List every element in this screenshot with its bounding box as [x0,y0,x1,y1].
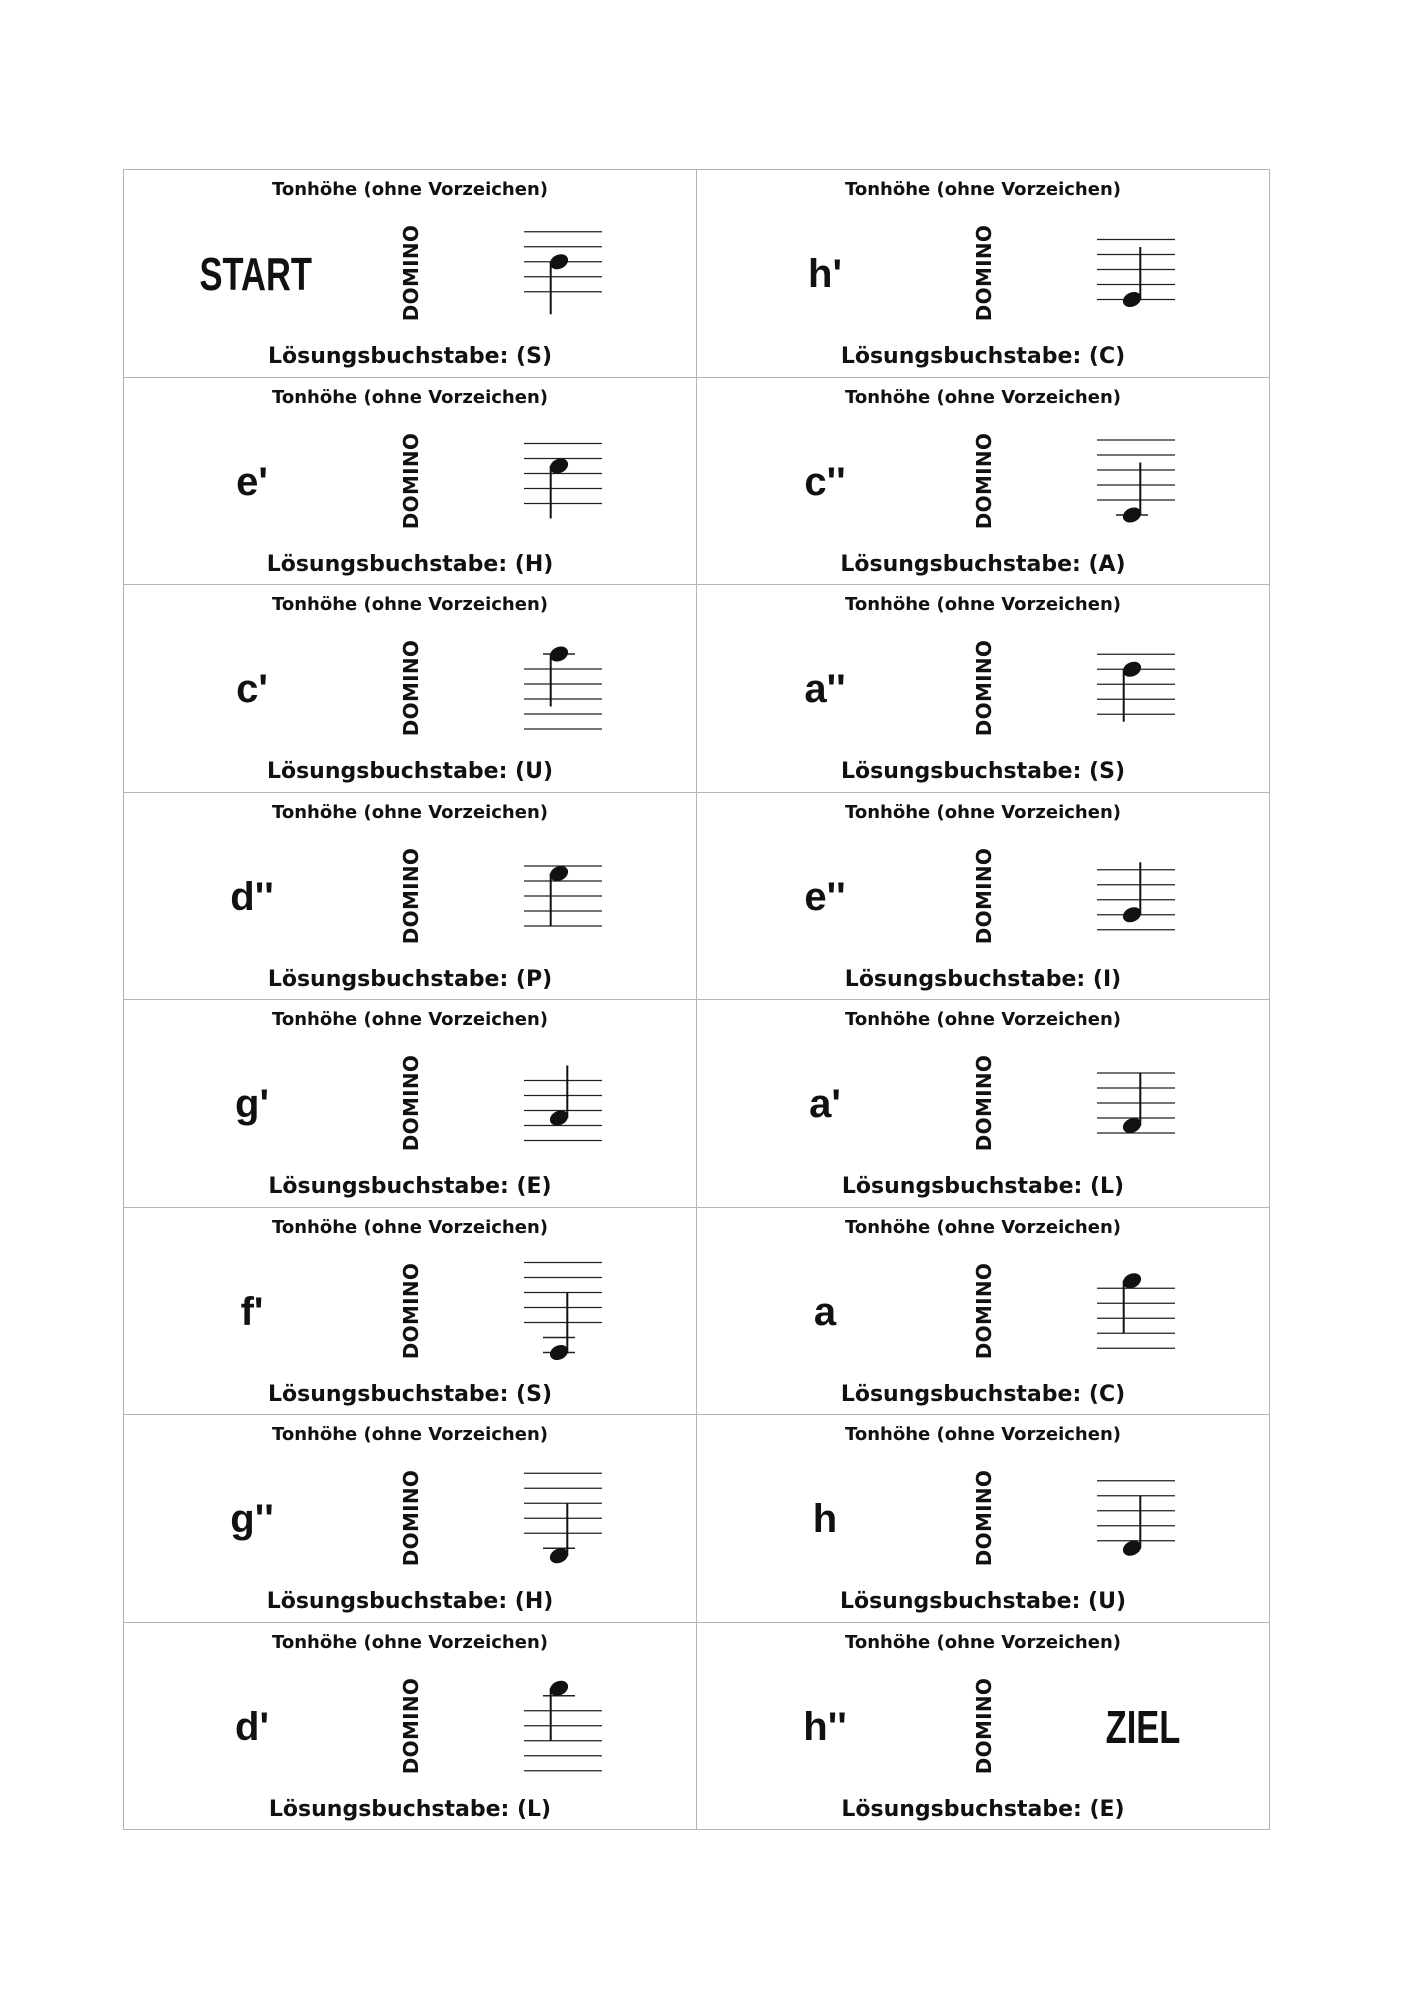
domino-card [124,1000,697,1208]
card-header: Tonhöhe (ohne Vorzeichen) [271,1216,548,1238]
card-header: Tonhöhe (ohne Vorzeichen) [271,179,548,200]
start-label: START [199,248,312,300]
domino-card [697,793,1270,1001]
domino-vertical-label: DOMINO [398,1677,423,1774]
domino-card [124,170,697,378]
card-header: Tonhöhe (ohne Vorzeichen) [271,386,548,408]
domino-vertical-label: DOMINO [398,224,423,322]
domino-card [124,1415,697,1623]
pitch-label: d' [235,1704,269,1749]
domino-vertical-label: DOMINO [971,639,996,737]
domino-vertical-label: DOMINO [971,224,996,322]
solution-letter: Lösungsbuchstabe: (P) [267,966,553,992]
domino-card [697,378,1270,586]
domino-card [697,1415,1270,1623]
domino-card-sheet [123,169,1270,1830]
card-header: Tonhöhe (ohne Vorzeichen) [271,801,548,823]
domino-vertical-label: DOMINO [971,1262,996,1359]
domino-card [124,378,697,586]
card-header: Tonhöhe (ohne Vorzeichen) [271,594,548,615]
card-header: Tonhöhe (ohne Vorzeichen) [271,1424,548,1445]
pitch-label: c'' [804,459,846,504]
pitch-label: h' [808,252,842,296]
card-header: Tonhöhe (ohne Vorzeichen) [271,1009,548,1030]
card-header: Tonhöhe (ohne Vorzeichen) [844,594,1121,615]
domino-card [124,1208,697,1416]
domino-card [697,1000,1270,1208]
solution-letter: Lösungsbuchstabe: (E) [268,1174,552,1199]
solution-letter: Lösungsbuchstabe: (E) [841,1796,1125,1822]
solution-letter: Lösungsbuchstabe: (I) [844,966,1122,992]
domino-vertical-label: DOMINO [398,847,423,944]
pitch-label: g' [235,1082,269,1126]
domino-vertical-label: DOMINO [971,1677,996,1774]
pitch-label: a [813,1289,837,1334]
solution-letter: Lösungsbuchstabe: (U) [839,1589,1127,1614]
solution-letter: Lösungsbuchstabe: (C) [840,344,1126,369]
solution-letter: Lösungsbuchstabe: (H) [266,1589,554,1614]
domino-vertical-label: DOMINO [398,1469,423,1567]
solution-letter: Lösungsbuchstabe: (L) [268,1796,552,1822]
pitch-label: e' [236,459,268,504]
solution-letter: Lösungsbuchstabe: (L) [841,1174,1125,1199]
goal-label: ZIEL [1105,1700,1181,1753]
card-header: Tonhöhe (ohne Vorzeichen) [844,801,1121,823]
pitch-label: a'' [804,667,846,711]
card-header: Tonhöhe (ohne Vorzeichen) [844,1216,1121,1238]
solution-letter: Lösungsbuchstabe: (U) [266,759,554,784]
domino-vertical-label: DOMINO [398,639,423,737]
pitch-label: a' [809,1082,841,1126]
domino-vertical-label: DOMINO [971,847,996,944]
domino-vertical-label: DOMINO [398,432,423,529]
domino-vertical-label: DOMINO [971,432,996,529]
solution-letter: Lösungsbuchstabe: (S) [840,759,1126,784]
domino-card [697,1623,1270,1831]
domino-card [124,793,697,1001]
domino-card [697,585,1270,793]
domino-card [124,585,697,793]
solution-letter: Lösungsbuchstabe: (A) [840,551,1126,577]
domino-vertical-label: DOMINO [971,1054,996,1152]
card-header: Tonhöhe (ohne Vorzeichen) [844,386,1121,408]
card-header: Tonhöhe (ohne Vorzeichen) [844,1009,1121,1030]
card-header: Tonhöhe (ohne Vorzeichen) [844,1631,1121,1653]
domino-card [124,1623,697,1831]
pitch-label: h [812,1497,838,1541]
pitch-label: f' [240,1289,264,1334]
pitch-label: e'' [804,874,846,919]
solution-letter: Lösungsbuchstabe: (S) [267,344,553,369]
domino-card [697,170,1270,378]
solution-letter: Lösungsbuchstabe: (S) [267,1381,553,1407]
solution-letter: Lösungsbuchstabe: (C) [840,1381,1126,1407]
pitch-label: c' [236,667,268,711]
card-header: Tonhöhe (ohne Vorzeichen) [271,1631,548,1653]
pitch-label: d'' [230,874,274,919]
domino-vertical-label: DOMINO [398,1054,423,1152]
solution-letter: Lösungsbuchstabe: (H) [266,551,554,577]
pitch-label: g'' [230,1497,274,1541]
pitch-label: h'' [803,1704,847,1749]
card-header: Tonhöhe (ohne Vorzeichen) [844,179,1121,200]
domino-vertical-label: DOMINO [398,1262,423,1359]
domino-card [697,1208,1270,1416]
domino-vertical-label: DOMINO [971,1469,996,1567]
card-header: Tonhöhe (ohne Vorzeichen) [844,1424,1121,1445]
